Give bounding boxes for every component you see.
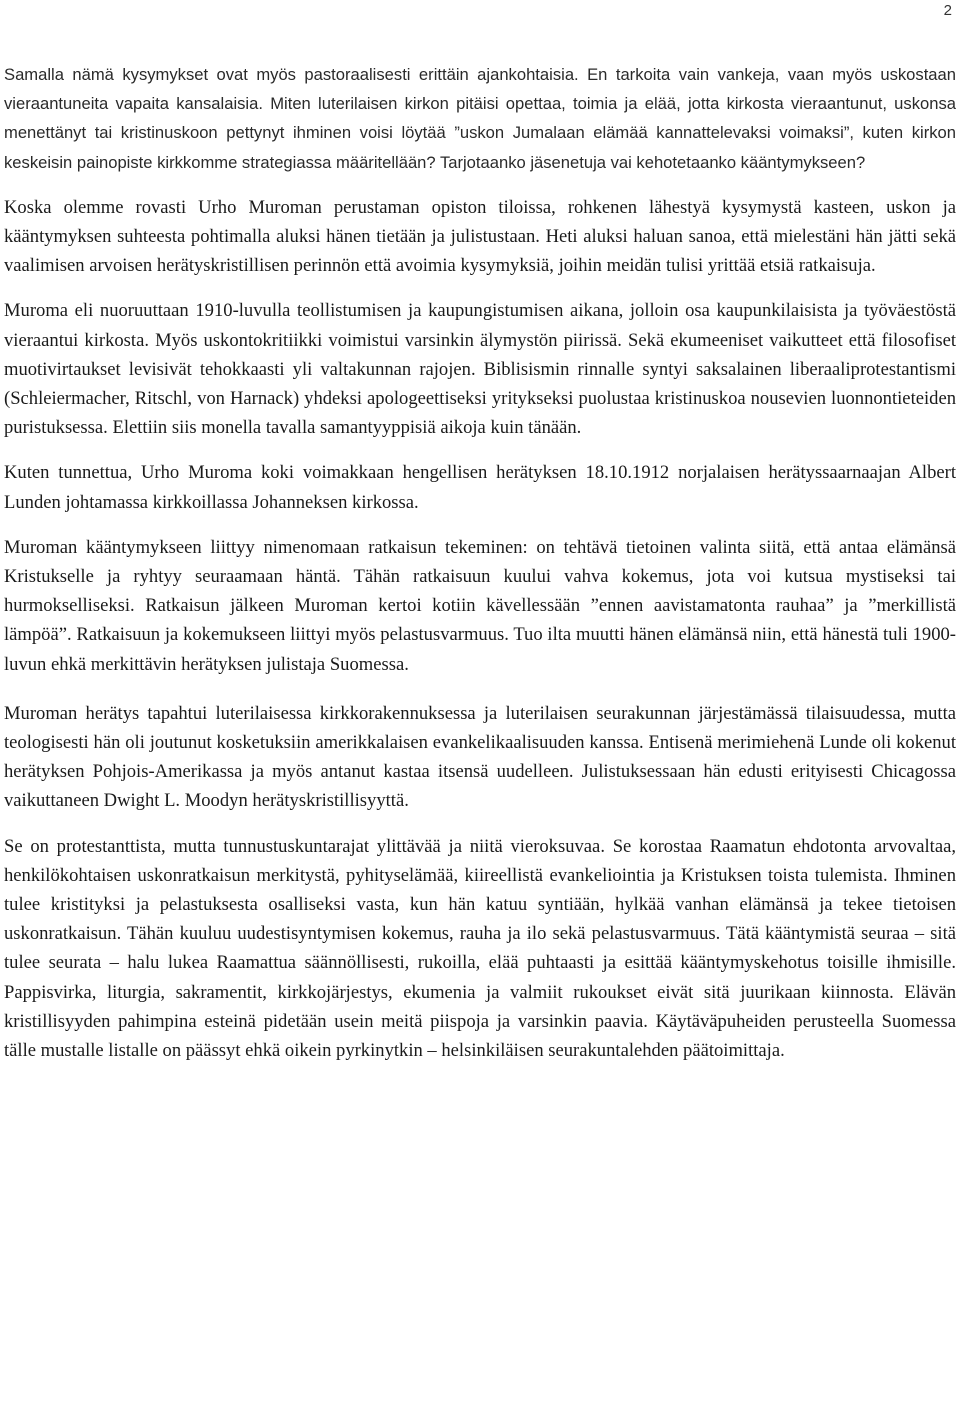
page-number: 2 <box>943 2 952 19</box>
paragraph-4: Kuten tunnettua, Urho Muroma koki voimakkaan hengellisen herätyksen 18.10.1912 norjalaisen herätyssaarnaajan Albert Lunden johtamassa kirkkoillassa Johanneksen kirkossa. <box>4 462 956 513</box>
document-body <box>4 60 956 1065</box>
paragraph-5: Muroman kääntymykseen liittyy nimenomaan ratkaisun tekeminen: on tehtävä tietoinen valinta siitä, että antaa elämänsä Kristukselle ja ryhtyy seuraamaan häntä. Tähän ratkaisuun kuului vahva kokemus, jota voi kutsua mystiseksi tai hurmokselliseksi. Ratkaisun jälkeen Muroman kertoi kotiin kävellessään ”ennen aavistamatonta rauhaa” ja ”merkillistä lämpöä”. Ratkaisuun ja kokemukseen liittyi myös pelastusvarmuus. Tuo ilta muutti hänen elämänsä niin, että hänestä tuli 1900-luvun ehkä merkittävin herätyksen julistaja Suomessa. <box>4 536 956 675</box>
paragraph-1: Samalla nämä kysymykset ovat myös pastoraalisesti erittäin ajankohtaisia. En tarkoita vain vankeja, vaan myös uskostaan vieraantuneita vapaita kansalaisia. Miten luterilaisen kirkon pitäisi opettaa, toimia ja elää, jotta kirkosta vieraantunut, uskonsa menettänyt tai kristinuskoon pettynyt ihminen voisi löytää ”uskon Jumalaan elämää kannattelevaksi voimaksi”, kuten kirkon keskeisin painopiste kirkkomme strategiassa määritellään? Tarjotaanko jäsenetuja vai kehotetaanko kääntymykseen? <box>4 65 956 172</box>
paragraph-7: Se on protestanttista, mutta tunnustuskuntarajat ylittävää ja niitä vieroksuvaa. Se korostaa Raamatun ehdotonta arvovaltaa, henkilökohtaisen uskonratkaisun merkitystä, pyhityselämää, kiireellistä evankeliointia ja Kristuksen toista tulemista. Ihminen tulee kristityksi ja pelastuksesta osalliseksi vasta, kun hän katuu syntiään, hylkää vanhan elämänsä ja tekee tietoisen uskonratkaisun. Tähän kuuluu uudestisyntymisen kokemus, rauha ja ilo sekä pelastusvarmuus. Tätä kääntymistä seuraa – sitä tulee seurata – halu lukea Raamattua säännöllisesti, rukoilla, elää puhtaasti ja esittää kääntymyskehotus toisille ihmisille. Pappisvirka, liturgia, sakramentit, kirkkojärjestys, ekumenia ja valmiit rukoukset eivät sitä juurikaan kiinnosta. Elävän kristillisyyden pahimpina esteinä pidetään usein meitä piispoja ja varsinkin paavia. Käytäväpuheiden perusteella Suomessa tälle mustalle listalle on päässyt ehkä oikein pyrkinytkin – helsinkiläisen seurakuntalehden päätoimittaja. <box>4 835 956 1062</box>
paragraph-3: Muroma eli nuoruuttaan 1910-luvulla teollistumisen ja kaupungistumisen aikana, jolloin osa kaupunkilaisista ja työväestöstä vieraantui kirkosta. Myös uskontokritiikki voimistui varsinkin älymystön piirissä. Sekä ekumeeniset vaikutteet että filosofiset muotivirtaukset levisivät tehokkaasti yli valtakunnan rajojen. Biblisismin rinnalle syntyi saksalainen liberaaliprotestantismi (Schleiermacher, Ritschl, von Harnack) yhdeksi apologeettiseksi yritykseksi puolustaa kristinuskoa nousevien luonnontieteiden puristuksessa. Elettiin siis monella tavalla samantyyppisiä aikoja kuin tänään. <box>4 300 956 439</box>
paragraph-2: Koska olemme rovasti Urho Muroman perustaman opiston tiloissa, rohkenen lähestyä kysymystä kasteen, uskon ja kääntymyksen suhteesta pohtimalla aluksi hänen tietään ja julistustaan. Heti aluksi haluan sanoa, että mielestäni hän jätti sekä vaalimisen arvoisen herätyskristillisen perinnön että avoimia kysymyksiä, joihin meidän tulisi yrittää etsiä ratkaisuja. <box>4 196 956 277</box>
paragraph-6: Muroman herätys tapahtui luterilaisessa kirkkorakennuksessa ja luterilaisen seurakunnan järjestämässä tilaisuudessa, mutta teologisesti hän oli joutunut kosketuksiin amerikkalaisen evankelikaalisuuden kanssa. Entisenä merimiehenä Lunde oli kokenut herätyksen Pohjois-Amerikassa ja myös antanut kastaa itsensä uudelleen. Julistuksessaan hän edusti erityisesti Chicagossa vaikuttaneen Dwight L. Moodyn herätyskristillisyyttä. <box>4 702 956 812</box>
